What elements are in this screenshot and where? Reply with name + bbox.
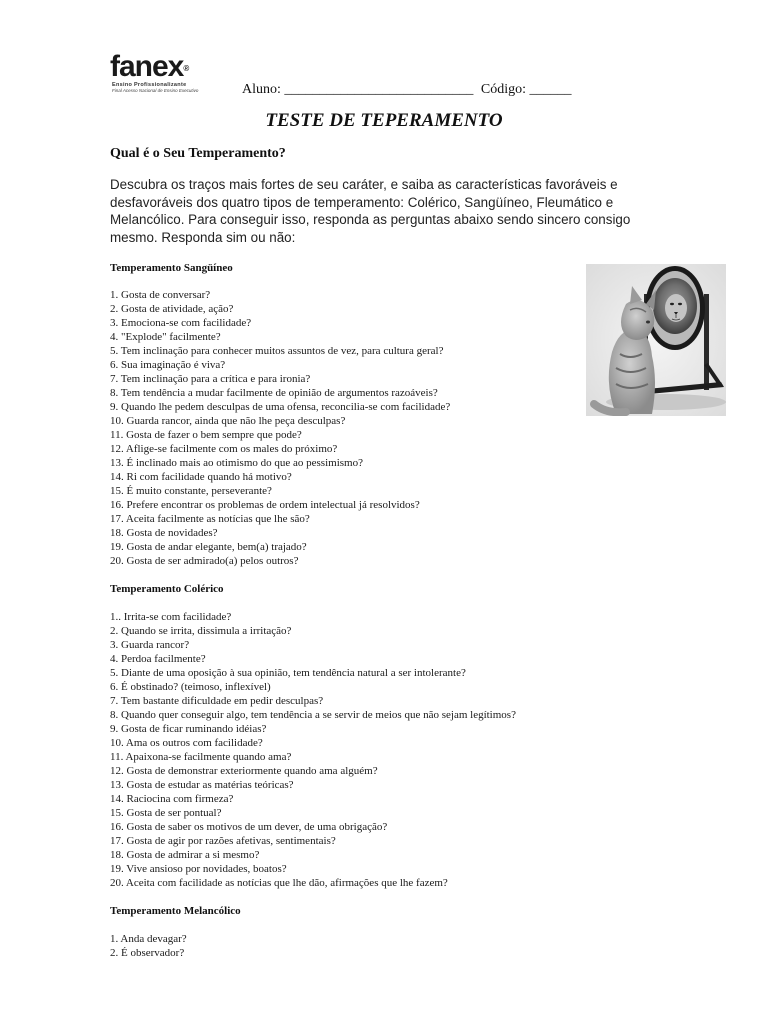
intro-paragraph: Descubra os traços mais fortes de seu caráter, e saiba as características favoráveis e desfavoráveis dos quatro tipos de temperamento: Colérico, Sangüíneo, Fleumático e Melancólico. Para conseguir isso, responda as perguntas abaixo sendo sincero consigo mesmo. Responda sim ou não: (110, 177, 631, 245)
question-item: 11. Gosta de fazer o bem sempre que pode? (110, 429, 302, 441)
question-item: 2. Gosta de atividade, ação? (110, 303, 234, 315)
question-item: 7. Tem inclinação para a crítica e para ironia? (110, 373, 311, 385)
question-item: 13. Gosta de estudar as matérias teóricas? (110, 779, 294, 791)
section-title-colerico: Temperamento Colérico (110, 583, 224, 595)
question-item: 17. Gosta de agir por razões afetivas, sentimentais? (110, 835, 336, 847)
question-item: 18. Gosta de novidades? (110, 527, 218, 539)
question-item: 14. Ri com facilidade quando há motivo? (110, 471, 292, 483)
question-item: 9. Quando lhe pedem desculpas de uma ofensa, reconcilia-se com facilidade? (110, 401, 451, 413)
question-item: 4. Perdoa facilmente? (110, 653, 206, 665)
question-item: 20. Gosta de ser admirado(a) pelos outros? (110, 555, 299, 567)
fanex-logo (110, 52, 206, 98)
question-item: 15. Gosta de ser pontual? (110, 807, 222, 819)
kitten-lion-mirror-image (586, 264, 726, 416)
question-item: 9. Gosta de ficar ruminando idéias? (110, 723, 267, 735)
questions-colerico (110, 610, 516, 890)
section-title-melancolico: Temperamento Melancólico (110, 905, 241, 917)
student-info-line (242, 82, 572, 98)
questions-sanguineo (110, 288, 450, 568)
student-name-field: Aluno: ___________________________ (242, 82, 474, 97)
question-item: 2. Quando se irrita, dissimula a irritação? (110, 625, 292, 637)
question-item: 6. Sua imaginação é viva? (110, 359, 226, 371)
logo-wordmark: fanex (110, 50, 184, 83)
question-item: 11. Apaixona-se facilmente quando ama? (110, 751, 292, 763)
document-subtitle: Qual é o Seu Temperamento? (110, 146, 286, 161)
question-item: 12. Gosta de demonstrar exteriormente quando ama alguém? (110, 765, 378, 777)
logo-subtagline: Final Acesso Nacional de Ensino Executivo (112, 88, 199, 93)
question-item: 16. Prefere encontrar os problemas de ordem intelectual já resolvidos? (110, 499, 420, 511)
question-item: 8. Tem tendência a mudar facilmente de opinião de argumentos razoáveis? (110, 387, 438, 399)
question-item: 1. Gosta de conversar? (110, 289, 211, 301)
question-item: 1. Anda devagar? (110, 933, 187, 945)
question-item: 10. Ama os outros com facilidade? (110, 737, 263, 749)
question-item: 19. Gosta de andar elegante, bem(a) trajado? (110, 541, 307, 553)
question-item: 5. Diante de uma oposição à sua opinião, tem tendência natural a ser intolerante? (110, 667, 466, 679)
question-item: 20. Aceita com facilidade as notícias que lhe dão, afirmações que lhe fazem? (110, 877, 448, 889)
document-title: TESTE DE TEPERAMENTO (265, 110, 503, 131)
registered-mark: ® (183, 64, 189, 73)
question-item: 16. Gosta de saber os motivos de um dever, de uma obrigação? (110, 821, 388, 833)
question-item: 7. Tem bastante dificuldade em pedir desculpas? (110, 695, 324, 707)
question-item: 8. Quando quer conseguir algo, tem tendência a se servir de meios que não sejam legítimos? (110, 709, 516, 721)
question-item: 5. Tem inclinação para conhecer muitos assuntos de vez, para cultura geral? (110, 345, 444, 357)
question-item: 6. É obstinado? (teimoso, inflexível) (110, 681, 271, 693)
question-item: 15. É muito constante, perseverante? (110, 485, 272, 497)
question-item: 19. Vive ansioso por novidades, boatos? (110, 863, 287, 875)
question-item: 4. "Explode" facilmente? (110, 331, 221, 343)
question-item: 10. Guarda rancor, ainda que não lhe peça desculpas? (110, 415, 346, 427)
question-item: 3. Guarda rancor? (110, 639, 190, 651)
question-item: 13. É inclinado mais ao otimismo do que ao pessimismo? (110, 457, 363, 469)
question-item: 3. Emociona-se com facilidade? (110, 317, 252, 329)
logo-tagline: Ensino Profissionalizante (112, 82, 187, 88)
question-item: 2. É observador? (110, 947, 185, 959)
code-field: Código: ______ (480, 82, 572, 97)
question-item: 17. Aceita facilmente as notícias que lhe são? (110, 513, 310, 525)
question-item: 12. Aflige-se facilmente com os males do próximo? (110, 443, 338, 455)
question-item: 14. Raciocina com firmeza? (110, 793, 234, 805)
questions-melancolico (110, 932, 187, 960)
question-item: 18. Gosta de admirar a si mesmo? (110, 849, 260, 861)
question-item: 1.. Irrita-se com facilidade? (110, 611, 232, 623)
section-title-sanguineo: Temperamento Sangüíneo (110, 262, 233, 274)
